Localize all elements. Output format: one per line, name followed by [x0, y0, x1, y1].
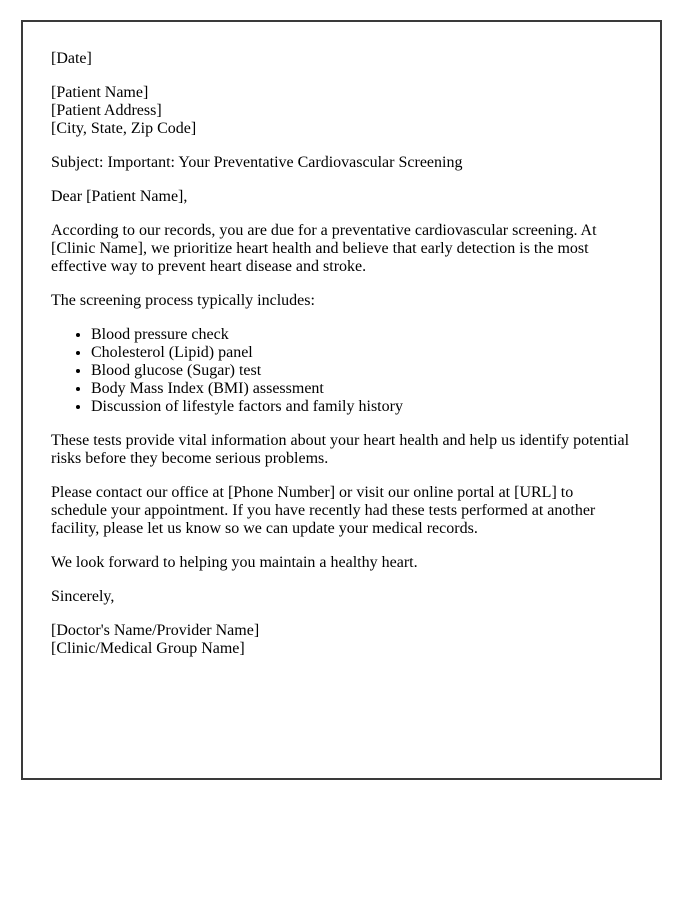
recipient-address: [Patient Address] — [51, 102, 162, 119]
recipient-city-state-zip: [City, State, Zip Code] — [51, 120, 197, 137]
paragraph-benefits: These tests provide vital information about your heart health and help us identify potential risks before they become serious problems. — [51, 432, 630, 467]
list-intro: The screening process typically includes: — [51, 292, 315, 309]
screening-item-cholesterol: • Cholesterol (Lipid) panel — [91, 344, 632, 362]
screening-item-glucose: • Blood glucose (Sugar) test — [91, 362, 632, 380]
salutation: Dear [Patient Name], — [51, 188, 188, 205]
paragraph-intro: According to our records, you are due for a preventative cardiovascular screening. At [Clinic Name], we prioritize heart health and believe that early detection is the most effective way to prevent heart disease and stroke. — [51, 222, 597, 275]
date-placeholder: [Date] — [51, 50, 92, 67]
letter-page — [21, 20, 662, 780]
signature-block — [51, 622, 632, 658]
subject-line: Subject: Important: Your Preventative Cardiovascular Screening — [51, 154, 463, 171]
signoff: Sincerely, — [51, 588, 115, 605]
signature-clinic-name: [Clinic/Medical Group Name] — [51, 640, 245, 657]
screening-item-blood-pressure: • Blood pressure check — [91, 326, 632, 344]
paragraph-contact: Please contact our office at [Phone Number] or visit our online portal at [URL] to schedule your appointment. If you have recently had these tests performed at another facility, please let us know so we can update your medical records. — [51, 484, 596, 537]
recipient-name: [Patient Name] — [51, 84, 149, 101]
signature-provider-name: [Doctor's Name/Provider Name] — [51, 622, 260, 639]
paragraph-closing: We look forward to helping you maintain a healthy heart. — [51, 554, 418, 571]
screening-list — [51, 326, 632, 416]
screening-item-bmi: • Body Mass Index (BMI) assessment — [91, 380, 632, 398]
recipient-address-block — [51, 84, 632, 138]
screening-item-lifestyle: • Discussion of lifestyle factors and family history — [91, 398, 632, 416]
